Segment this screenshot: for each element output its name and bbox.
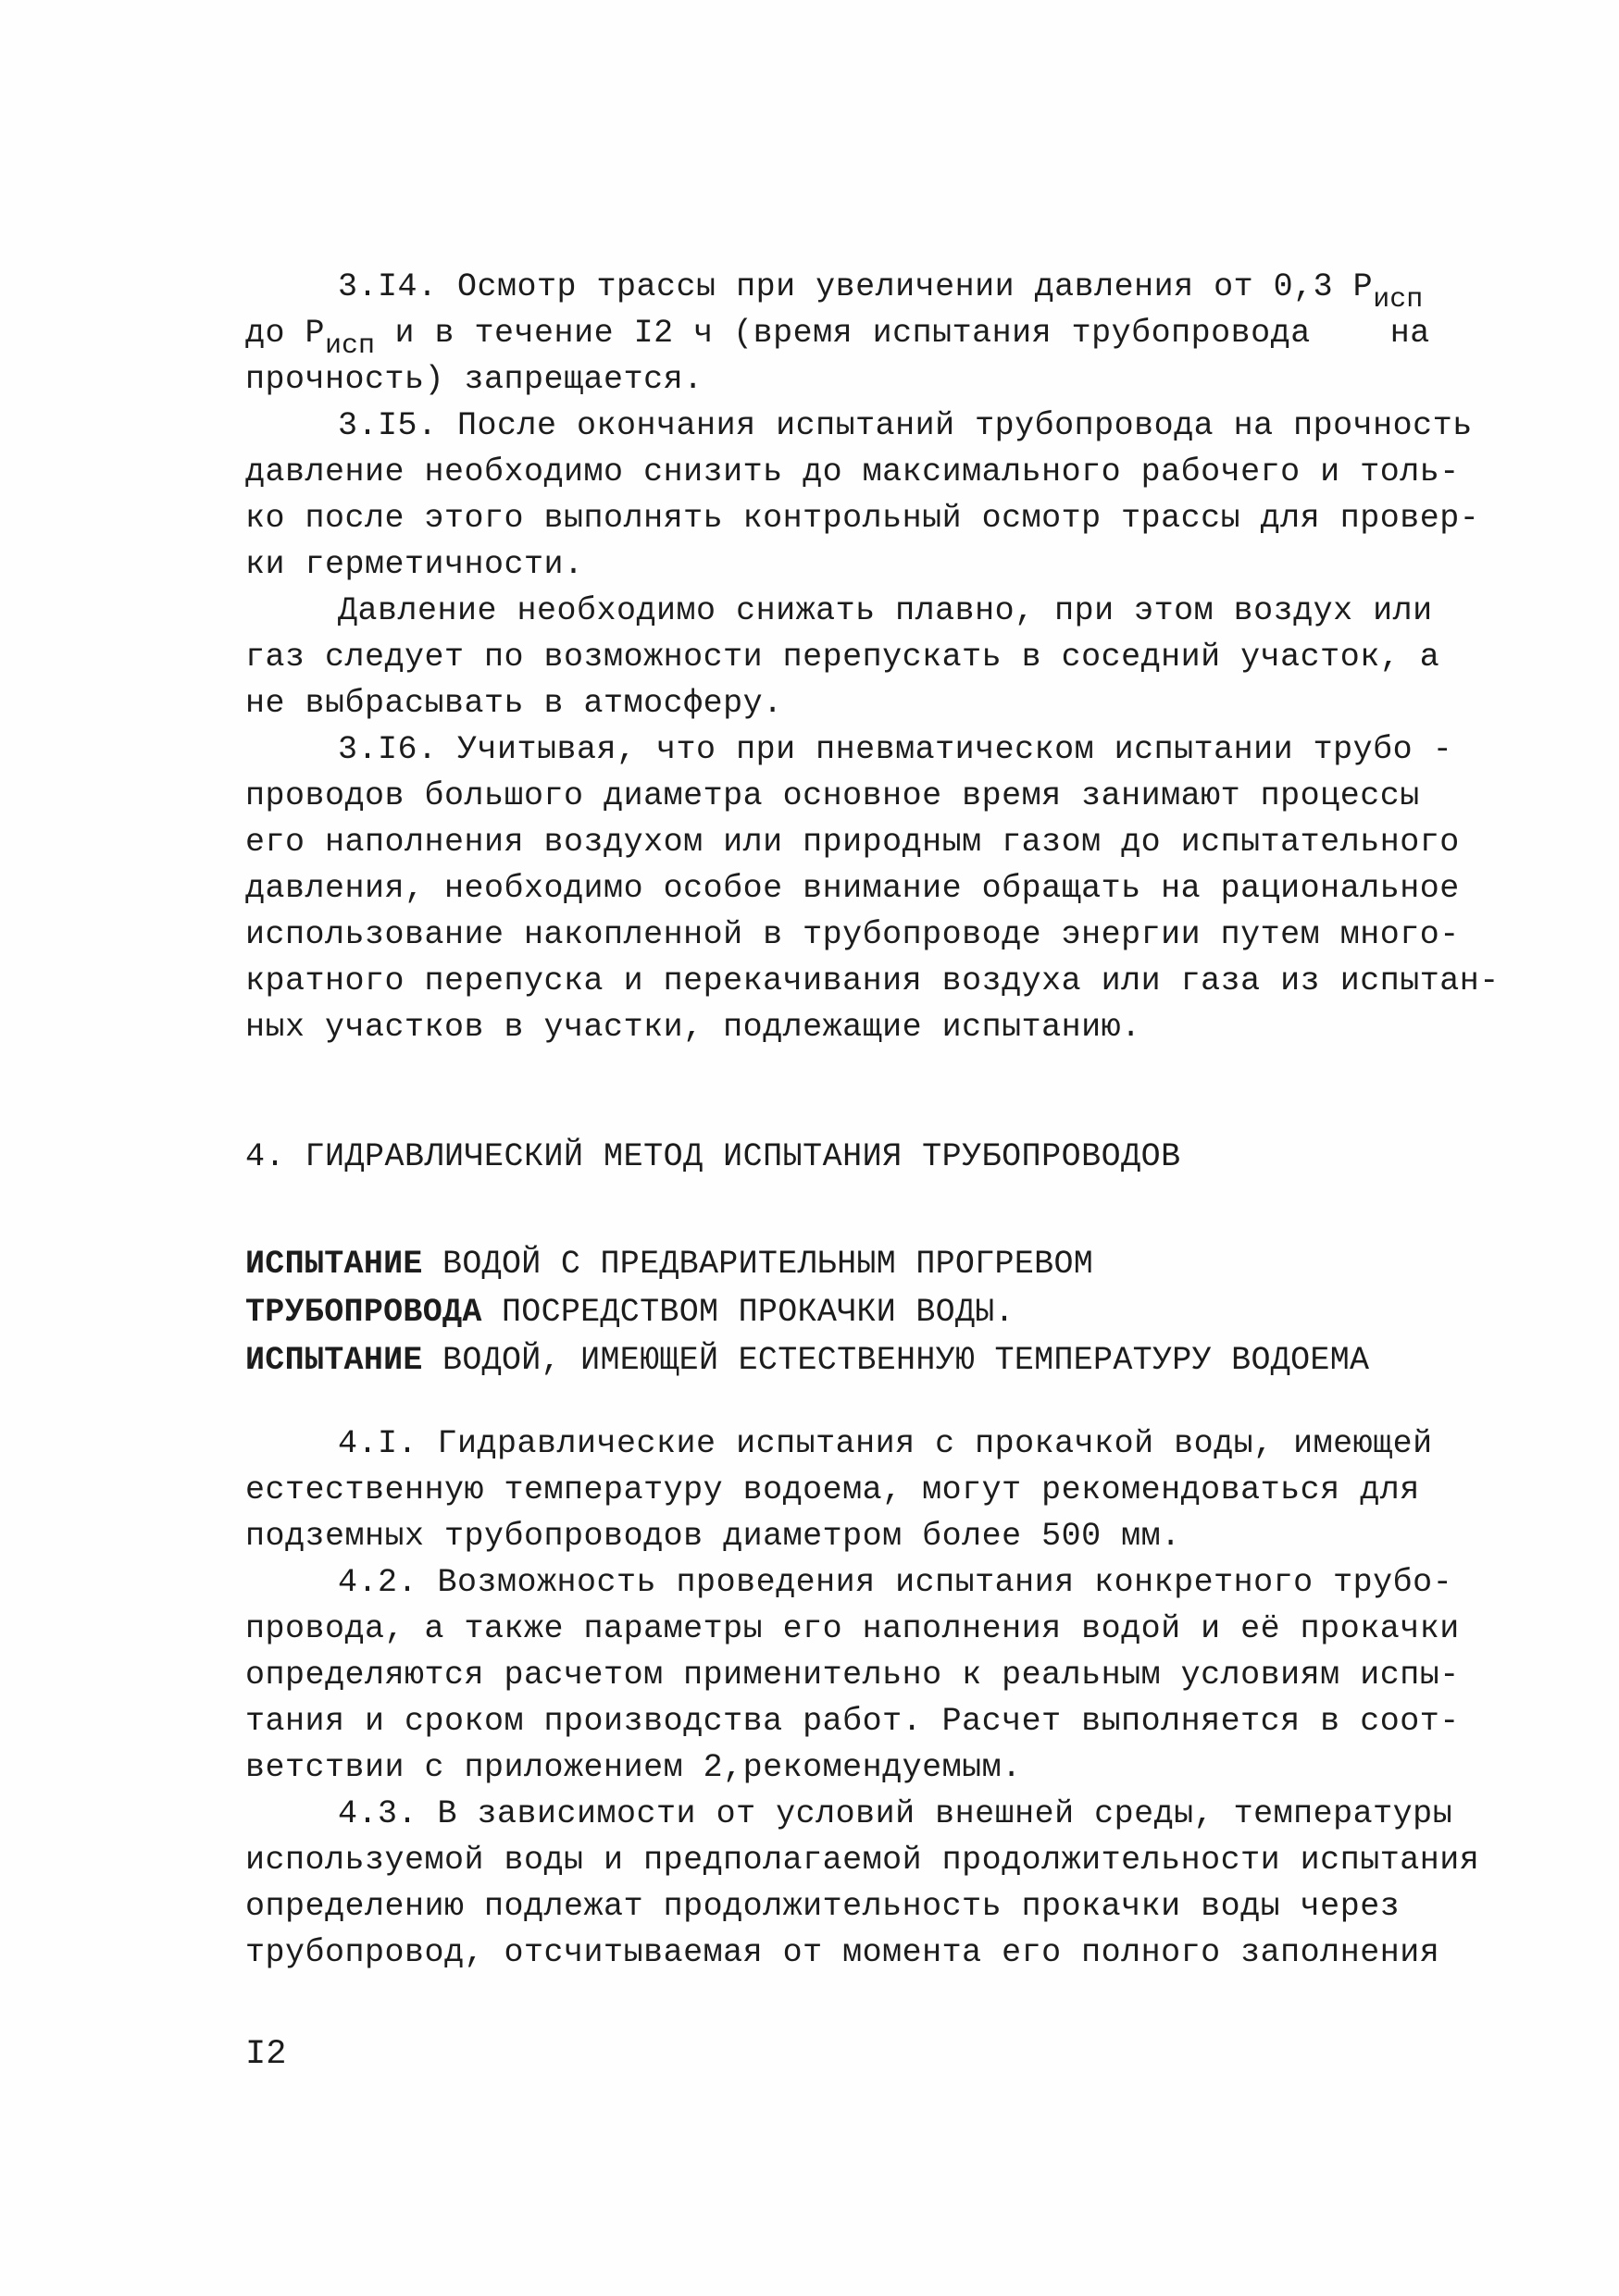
paragraph-4-1-line-1: 4.I. Гидравлические испытания с прокачкой воды, имеющей	[338, 1425, 1433, 1462]
paragraph-4-2-line-1: 4.2. Возможность проведения испытания конкретного трубо-	[338, 1564, 1453, 1601]
paragraph-3-16-line-5: использование накопленной в трубопроводе энергии путем много-	[245, 916, 1460, 953]
paragraph-4-2-line-2: провода, а также параметры его наполнения водой и её прокачки	[245, 1610, 1460, 1647]
paragraph-4-3-line-1: 4.3. В зависимости от условий внешней среды, температуры	[338, 1795, 1453, 1832]
paragraph-3-15-line-4: ки герметичности.	[245, 546, 584, 583]
paragraph-3-16-line-1: 3.I6. Учитывая, что при пневматическом испытании трубо -	[338, 731, 1453, 768]
paragraph-3-14-line-1: 3.I4. Осмотр трассы при увеличении давления от 0,3 Pисп	[338, 268, 1424, 316]
paragraph-3-16-line-4: давления, необходимо особое внимание обращать на рациональное	[245, 870, 1460, 907]
subtitle-line-2: ТРУБОПРОВОДА ПОСРЕДСТВОМ ПРОКАЧКИ ВОДЫ.	[245, 1294, 1015, 1331]
section-4-subtitle	[245, 1240, 1369, 1384]
paragraph-4-2-line-3: определяются расчетом применительно к реальным условиям испы-	[245, 1657, 1460, 1694]
paragraph-3-14-line-2: до Pисп и в течение I2 ч (время испытания трубопровода на	[245, 315, 1430, 362]
paragraph-3-15-line-2: давление необходимо снизить до максимального рабочего и толь-	[245, 453, 1460, 490]
paragraph-3-16-line-7: ных участков в участки, подлежащие испытанию.	[245, 1009, 1141, 1046]
paragraph-4-2-line-5: ветствии с приложением 2,рекомендуемым.	[245, 1749, 1022, 1786]
section-4-title: 4. ГИДРАВЛИЧЕСКИЙ МЕТОД ИСПЫТАНИЯ ТРУБОПРОВОДОВ	[245, 1138, 1181, 1175]
paragraph-4-3-line-4: трубопровод, отсчитываемая от момента его полного заполнения	[245, 1934, 1440, 1971]
paragraph-4-3-line-3: определению подлежат продолжительность прокачки воды через	[245, 1888, 1401, 1925]
paragraph-4-3-line-2: используемой воды и предполагаемой продолжительности испытания	[245, 1842, 1480, 1879]
page-number: I2	[245, 2035, 287, 2074]
subscript-isp: исп	[1373, 284, 1424, 316]
paragraph-3-15b-line-2: газ следует по возможности перепускать в соседний участок, а	[245, 639, 1440, 676]
paragraph-3-15-line-1: 3.I5. После окончания испытаний трубопровода на прочность	[338, 407, 1473, 444]
paragraph-3-15-line-3: ко после этого выполнять контрольный осмотр трассы для провер-	[245, 500, 1480, 537]
section-3-text	[245, 264, 1500, 1050]
subtitle-line-3: ИСПЫТАНИЕ ВОДОЙ, ИМЕЮЩЕЙ ЕСТЕСТВЕННУЮ ТЕМПЕРАТУРУ ВОДОЕМА	[245, 1342, 1370, 1379]
paragraph-3-16-line-6: кратного перепуска и перекачивания воздуха или газа из испытан-	[245, 962, 1500, 999]
paragraph-4-1-line-2: естественную температуру водоема, могут рекомендоваться для	[245, 1471, 1420, 1508]
paragraph-3-15b-line-3: не выбрасывать в атмосферу.	[245, 685, 783, 722]
paragraph-3-15b-line-1: Давление необходимо снижать плавно, при этом воздух или	[338, 592, 1433, 629]
paragraph-3-16-line-3: его наполнения воздухом или природным газом до испытательного	[245, 824, 1460, 861]
paragraph-4-1-line-3: подземных трубопроводов диаметром более 500 мм.	[245, 1518, 1181, 1555]
subscript-isp: исп	[325, 330, 376, 362]
paragraph-3-16-line-2: проводов большого диаметра основное время занимают процессы	[245, 777, 1420, 814]
paragraph-4-2-line-4: тания и сроком производства работ. Расчет выполняется в соот-	[245, 1703, 1460, 1740]
subtitle-line-1: ИСПЫТАНИЕ ВОДОЙ С ПРЕДВАРИТЕЛЬНЫМ ПРОГРЕВОМ	[245, 1246, 1094, 1283]
section-4-text	[245, 1421, 1480, 1976]
paragraph-3-14-line-3: прочность) запрещается.	[245, 361, 704, 398]
